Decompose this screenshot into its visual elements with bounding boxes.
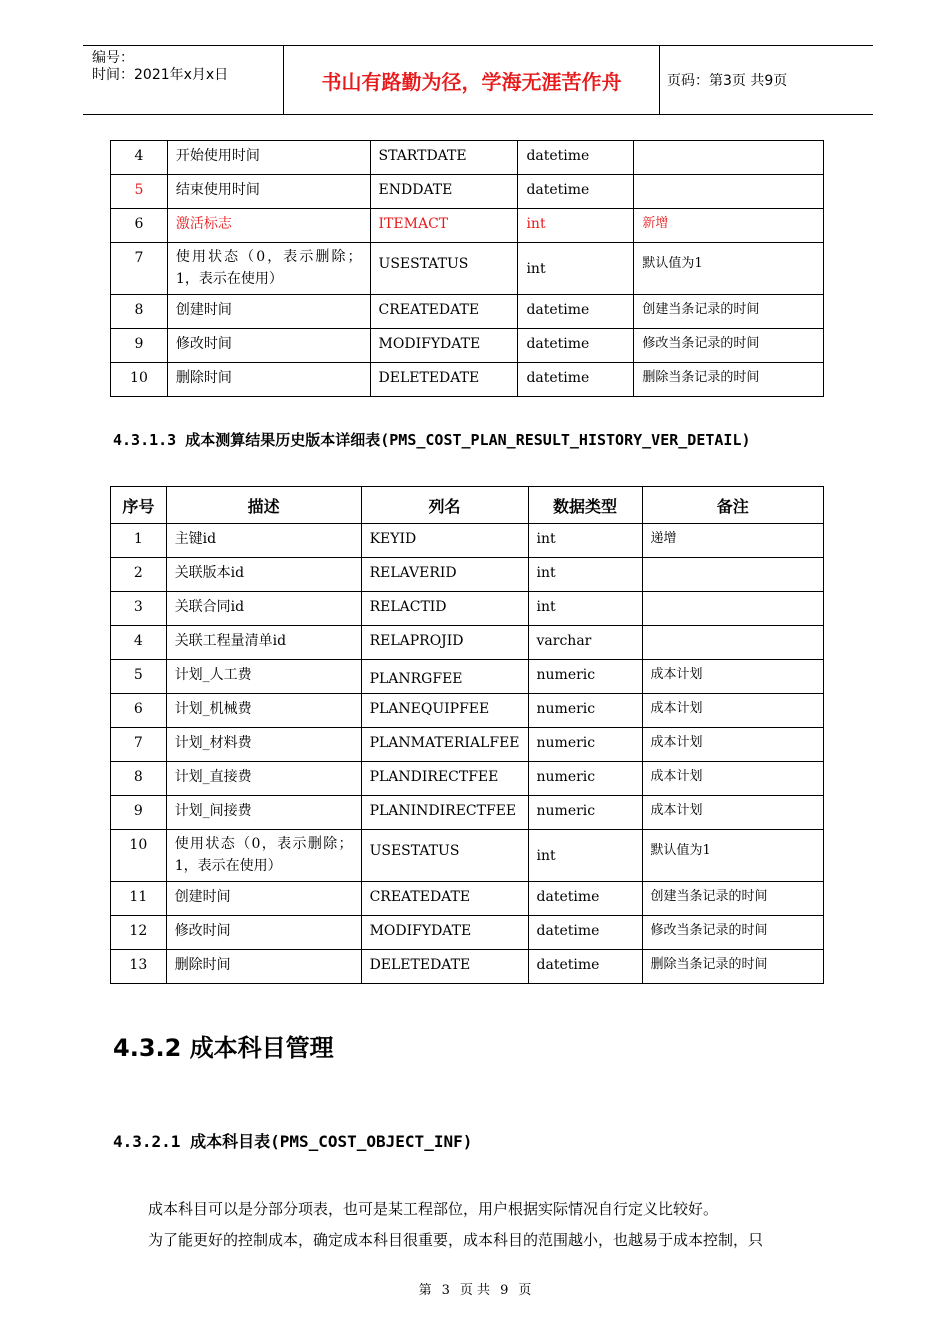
desc-cell: 计划_直接费 [166,762,361,796]
type-cell: datetime [518,363,634,397]
remark-cell [642,592,823,626]
desc-cell: 计划_间接费 [166,796,361,830]
seq-cell: 5 [111,175,168,209]
remark-cell: 成本计划 [642,728,823,762]
desc-cell: 激活标志 [167,209,370,243]
remark-cell: 修改当条记录的时间 [642,916,823,950]
desc-cell: 使用状态（0，表示删除；1，表示在使用） [166,830,361,882]
type-cell: datetime [518,295,634,329]
remark-cell [634,141,824,175]
desc-cell: 删除时间 [167,363,370,397]
table-row [111,329,824,363]
type-cell: int [528,830,642,882]
table-row [111,558,824,592]
remark-cell: 默认值为1 [642,830,823,882]
desc-cell: 结束使用时间 [167,175,370,209]
remark-cell: 新增 [634,209,824,243]
seq-cell: 4 [111,626,167,660]
seq-cell: 8 [111,762,167,796]
seq-cell: 1 [111,524,167,558]
column-cell: MODIFYDATE [370,329,518,363]
type-cell: numeric [528,728,642,762]
remark-cell: 成本计划 [642,694,823,728]
body-paragraph-2: 为了能更好的控制成本，确定成本科目很重要，成本科目的范围越小，也越易于成本控制，只 [148,1231,764,1249]
header-type: 数据类型 [528,487,642,524]
doc-number-label: 编号： [92,50,134,66]
seq-cell: 3 [111,592,167,626]
column-cell: RELAPROJID [361,626,528,660]
seq-cell: 9 [111,329,168,363]
table-row [111,243,824,295]
seq-cell: 6 [111,694,167,728]
column-cell: USESTATUS [361,830,528,882]
seq-cell: 10 [111,830,167,882]
table-row [111,796,824,830]
remark-cell: 创建当条记录的时间 [642,882,823,916]
header-motto: 书山有路勤为径，学海无涯苦作舟 [284,46,660,114]
page-header [83,45,873,115]
type-cell: numeric [528,762,642,796]
desc-cell: 使用状态（0，表示删除；1，表示在使用） [167,243,370,295]
seq-cell: 6 [111,209,168,243]
seq-cell: 5 [111,660,167,694]
column-cell: USESTATUS [370,243,518,295]
header-column: 列名 [361,487,528,524]
remark-cell: 成本计划 [642,660,823,694]
table-row [111,524,824,558]
footer-prefix: 第 [418,1283,432,1298]
type-cell: int [518,243,634,295]
type-cell: datetime [528,882,642,916]
header-page-info: 页码：第3页 共9页 [667,73,788,89]
seq-cell: 9 [111,796,167,830]
desc-cell: 计划_材料费 [166,728,361,762]
seq-cell: 2 [111,558,167,592]
table-row [111,592,824,626]
type-cell: datetime [518,329,634,363]
desc-cell: 关联合同id [166,592,361,626]
desc-cell: 关联工程量清单id [166,626,361,660]
table-row [111,141,824,175]
seq-cell: 13 [111,950,167,984]
type-cell: int [528,524,642,558]
footer-middle: 页 共 [459,1283,491,1298]
history-detail-table [110,486,824,984]
type-cell: int [528,558,642,592]
column-cell: ITEMACT [370,209,518,243]
remark-cell: 删除当条记录的时间 [642,950,823,984]
column-cell: PLANRGFEE [361,660,528,694]
column-cell: PLANDIRECTFEE [361,762,528,796]
table-row [111,626,824,660]
column-cell: ENDDATE [370,175,518,209]
seq-cell: 11 [111,882,167,916]
remark-cell: 默认值为1 [634,243,824,295]
remark-cell: 成本计划 [642,796,823,830]
table-row [111,950,824,984]
table-row [111,916,824,950]
desc-cell: 主键id [166,524,361,558]
footer-suffix: 页 [518,1283,532,1298]
remark-cell: 递增 [642,524,823,558]
type-cell: numeric [528,796,642,830]
desc-cell: 删除时间 [166,950,361,984]
desc-cell: 修改时间 [166,916,361,950]
column-cell: RELACTID [361,592,528,626]
seq-cell: 10 [111,363,168,397]
header-desc: 描述 [166,487,361,524]
seq-cell: 7 [111,728,167,762]
column-cell: CREATEDATE [370,295,518,329]
remark-cell [642,626,823,660]
remark-cell: 修改当条记录的时间 [634,329,824,363]
column-cell: KEYID [361,524,528,558]
remark-cell [642,558,823,592]
column-cell: DELETEDATE [370,363,518,397]
table-row [111,660,824,694]
column-cell: MODIFYDATE [361,916,528,950]
desc-cell: 关联版本id [166,558,361,592]
seq-cell: 4 [111,141,168,175]
seq-cell: 7 [111,243,168,295]
header-seq: 序号 [111,487,167,524]
column-cell: STARTDATE [370,141,518,175]
column-cell: CREATEDATE [361,882,528,916]
desc-cell: 创建时间 [166,882,361,916]
column-cell: PLANINDIRECTFEE [361,796,528,830]
footer-page-number: 3 [441,1283,450,1298]
type-cell: datetime [528,916,642,950]
field-table-continued [110,140,824,397]
remark-cell: 创建当条记录的时间 [634,295,824,329]
table-row [111,728,824,762]
column-cell: DELETEDATE [361,950,528,984]
table-row [111,175,824,209]
footer-total-pages: 9 [500,1283,509,1298]
section-heading-432: 4.3.2 成本科目管理 [113,1034,334,1062]
table-row [111,762,824,796]
table-header-row [111,487,824,524]
table-row [111,694,824,728]
doc-time-label: 时间：2021年x月x日 [92,67,229,83]
desc-cell: 创建时间 [167,295,370,329]
type-cell: int [528,592,642,626]
desc-cell: 计划_人工费 [166,660,361,694]
column-cell: PLANEQUIPFEE [361,694,528,728]
type-cell: int [518,209,634,243]
remark-cell: 删除当条记录的时间 [634,363,824,397]
desc-cell: 开始使用时间 [167,141,370,175]
section-heading-4321: 4.3.2.1 成本科目表(PMS_COST_OBJECT_INF) [113,1132,473,1151]
type-cell: varchar [528,626,642,660]
header-meta [83,46,284,114]
remark-cell: 成本计划 [642,762,823,796]
type-cell: numeric [528,694,642,728]
column-cell: RELAVERID [361,558,528,592]
seq-cell: 12 [111,916,167,950]
table-row [111,830,824,882]
seq-cell: 8 [111,295,168,329]
type-cell: datetime [528,950,642,984]
desc-cell: 修改时间 [167,329,370,363]
desc-cell: 计划_机械费 [166,694,361,728]
type-cell: datetime [518,175,634,209]
table-row [111,295,824,329]
body-paragraph-1: 成本科目可以是分部分项表，也可是某工程部位，用户根据实际情况自行定义比较好。 [148,1200,719,1218]
column-cell: PLANMATERIALFEE [361,728,528,762]
page-footer [0,1279,950,1298]
table-row [111,882,824,916]
header-remark: 备注 [642,487,823,524]
remark-cell [634,175,824,209]
type-cell: numeric [528,660,642,694]
section-heading-4313: 4.3.1.3 成本测算结果历史版本详细表(PMS_COST_PLAN_RESULT_HISTORY_VER_DETAIL) [113,431,751,449]
type-cell: datetime [518,141,634,175]
table-row [111,209,824,243]
table-row [111,363,824,397]
